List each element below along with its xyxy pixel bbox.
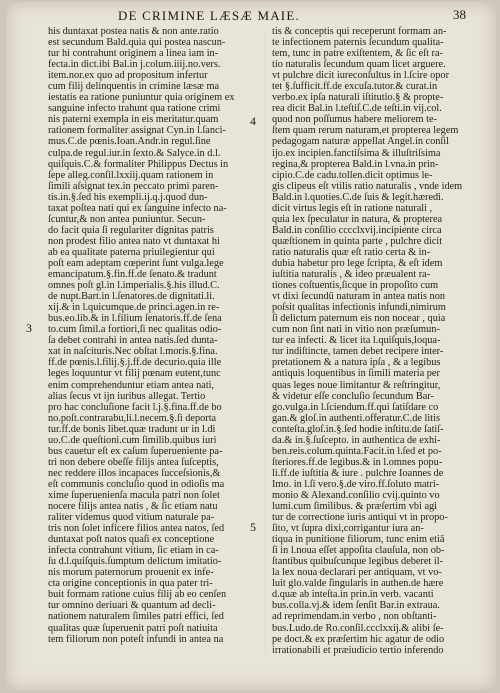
left-text-line: alias ſecus vt ijn iuribus allegat. Tertio [48, 390, 206, 402]
right-text-line: ſi in l.noua eſſet appoſita clauſula, non ob- [272, 545, 445, 557]
left-text-line: xat in naſcituris.Nec obſtat l.moris.§.fina. [48, 346, 218, 358]
left-text-line: eſt communis concluſio quod in odioſis ma [48, 478, 225, 490]
right-text-line: go.vulga.in l.ſciendum.ff.qui ſatiſdare co [272, 401, 439, 413]
margin-number-3: 3 [26, 321, 32, 335]
left-text-line: enim comprehenduntur etiam antea nati, [48, 379, 215, 391]
right-text-line: tis & conceptis qui receperunt formam an- [272, 26, 447, 37]
right-text-line: pretationem & a natura ipſa , & a legibus [272, 357, 441, 369]
right-text-line: tem, tunc in patre exiſtentem, & ſic eſt ra- [272, 48, 443, 60]
left-text-line: culpa.de regul.iur.in ſexto.& Salyce.in d.l. [48, 147, 221, 159]
left-text-line: ff.de pœnis.l.filij.§.j.ff.de decurio.quia ille [48, 357, 222, 369]
right-text-line: tur ea infecti. & licet ita l.quiſquis,loqua- [272, 335, 441, 347]
right-text-line: tur indiſtincte, tamen debet recipere inter- [272, 346, 444, 358]
left-text-line: tem filiorum non poteſt infundi in antea na [48, 633, 224, 645]
right-text-line: ſtantibus quibuſcunque legibus deberet il- [272, 556, 444, 568]
right-text-line: ſito, vt ſupra dixi,corrigantur iura an- [272, 523, 424, 535]
left-text-line: xij.& in l.quicumque.de princi.agen.in re- [48, 302, 220, 314]
left-text-line: infecta contrahunt vitium, ſic etiam in ca- [48, 545, 219, 557]
right-text-line: conteſta.gloſ.in.§.ſed hodie inſtitu.de ſatiſ- [272, 423, 444, 435]
left-text-line: bus.eo.lib.& in l.filium ſenatoris.ff.de ſena [48, 313, 222, 325]
right-text-line: dubia habetur pro lege ſcripta, & eſt idem [272, 257, 443, 269]
left-text-line: tris non ſolet inficere filios antea natos, ſed [48, 523, 225, 535]
left-text-line: bus cauetur eſt ex caſum ſuperueniente pa- [48, 445, 223, 457]
right-text-line: monio & Alexand.conſilio cvij.quinto vo [272, 489, 440, 501]
left-text-line: est secundum Bald.quia qui postea nascun- [48, 37, 226, 49]
left-text-line: ſepe alleg.conſil.lxxiij.quam rationem in [48, 169, 214, 181]
right-text-line: poſsit qualitas infectionis infundi,nimirum [272, 302, 446, 314]
left-text-line: ſa debet contrahi in antea natis.ſed dunta- [48, 335, 218, 347]
left-text-line: uo.C.de queſtioni.cum ſimilib.quibus iuri [48, 434, 217, 446]
right-text-line: cipio.C.de cadu.tollen.dicit optimus le- [272, 169, 433, 181]
left-text-line: non prodest filio antea nato vt duntaxat hi [48, 235, 220, 247]
left-text-line: tis.in.§.ſed his exempli.ij.q.j.quod dun- [48, 191, 208, 203]
right-text-line: tiqua in punitione filiorum, tunc enim etiā [272, 534, 445, 546]
left-text-line: raliter videmus quod vitium naturale pa- [48, 512, 215, 524]
left-text-line: nec reddere illos incapaces ſucceſsionis,& [48, 467, 221, 479]
right-text-line: pedagogam naturæ appellat Angel.in conſil [272, 136, 450, 148]
right-text-line: gan.& gloſ.in authenti.offeratur.C.de litis [272, 412, 440, 424]
right-text-line: tio naturalis ſecundum quam licet arguere. [272, 59, 446, 71]
right-text-line: antiquis loquentibus in ſimili materia per [272, 368, 440, 380]
right-text-line: lumi.cum ſimilibus. & præſertim vbi agi [272, 501, 438, 513]
left-text-line: his duntaxat postea natis & non ante.ratio [48, 26, 219, 37]
left-text-line: tur hi contrahunt originem a linea iam in- [48, 48, 219, 60]
right-text-column [272, 26, 490, 656]
left-text-line: tur.ff.de bonis libet.quæ tradunt ur in l.di [48, 423, 216, 435]
right-text-line: verbo.ex ipſa naturali iſtitutio.§ & propte- [272, 92, 444, 104]
right-text-line: quæſtionem in quinta parte , pulchre dicit [272, 235, 443, 247]
folio-number: 38 [453, 7, 466, 22]
left-text-line: quiſquis.C.& formaliter Philippus Dectus in [48, 158, 229, 170]
left-text-line: emancipatum.§.fin.ff.de ſenato.& tradunt [48, 269, 217, 281]
book-page [6, 2, 496, 690]
left-text-line: omnes poſt gl.in l.imperialis.§.his illud.C. [48, 280, 220, 292]
right-text-line: ratio naturalis quæ eſt ratio certa & in- [272, 246, 431, 258]
right-text-line: bus.colla.vj.& idem ſenſit Bar.in extraua. [272, 600, 440, 612]
right-text-line: ad reprimendam.in verbo , non obſtanti- [272, 611, 437, 623]
right-text-line: te infectionem paternis ſecundum qualita- [272, 37, 444, 49]
left-text-line: xime ſuperuenienſa macula patri non ſolet [48, 489, 220, 501]
left-text-line: ſcuntur,& non antea puniuntur. Secun- [48, 213, 206, 225]
page-header [6, 8, 496, 24]
right-text-line: d.quæ ab inteſta.in prin.in verb. vacanti [272, 589, 434, 601]
left-text-line: sanguine infecto trahunt qua ratione crimi [48, 103, 221, 115]
right-text-line: da.& in.§.ſuſcepto. in authentica de exhi- [272, 434, 441, 446]
right-text-line: ſteriores.ff.de legibus.& in l.omnes popu- [272, 456, 443, 468]
right-text-line: tur de correctione iuris antiqui vt in propo- [272, 512, 448, 524]
left-text-line: no.poſt.contrarabu,li.l.necem.§.ſi deporta [48, 412, 217, 424]
left-text-line: iestatis ea ratione puniuntur quia originem ex [48, 92, 235, 104]
right-text-line: rea dicit Bal.in l.teſtiſ.C.de teſti.in vij.col. [272, 103, 442, 115]
left-text-line: taxat poſtea nati qui ex ſanguine infecto na- [48, 202, 227, 214]
left-text-line: leges loquuntur vt filij pœnam eutent,tunc [48, 368, 221, 380]
right-text-line: Bald.in l.quoties.C.de ſuis & legit.hæredi. [272, 191, 444, 203]
left-text-line: tri non debere obeſſe filijs antea ſuſceptis, [48, 456, 219, 468]
right-text-line: li.ff.de iuſtitia & iure . pulchre Ioannes de [272, 467, 444, 479]
left-text-line: to.cum ſimil.a fortiori,ſi nec qualitas odio- [48, 324, 222, 336]
left-text-line: de nupt.Bart.in l.ſenatores.de dignitati.li. [48, 291, 215, 303]
margin-number-4: 4 [250, 114, 256, 128]
right-text-line: iuſtitia naturalis , & ideo præualent ra- [272, 269, 431, 281]
right-text-line: & videtur eſſe concluſio ſecundum Bar- [272, 390, 434, 402]
left-text-line: nationem naturalem ſimiles patri effici, ſed [48, 611, 224, 623]
right-text-line: cum non ſint nati in vitio non præſumun- [272, 324, 440, 336]
right-text-line: tiones coſtuentis,ſicque in propoſito cum [272, 280, 439, 292]
right-text-line: tet §.ſufficit.ff.de excuſa.tutor.& curat.in [272, 81, 438, 93]
right-text-line: regina,& propterea Bald.in l.vna.in prin- [272, 158, 439, 170]
left-text-line: poſt eam adeptam cœperint ſunt vulga.lege [48, 257, 224, 269]
right-text-line: quod non poſſumus habere meliorem te- [272, 114, 437, 126]
right-text-line: quas leges noue limitantur & reſtringitur, [272, 379, 441, 391]
left-text-line: ab ea qualitate paterna priuilegientur qui [48, 246, 215, 258]
left-text-column [48, 26, 266, 645]
right-text-line: luit glo.valde ſingularis in authen.de hære [272, 578, 444, 590]
right-text-line: ijo.ex incipien.fanctiſsima & illuſtriſsima [272, 147, 441, 159]
left-text-line: tur omnino deriuari & quantum ad decli- [48, 600, 216, 612]
left-text-line: nis paterni exempla in eis meritatur.quam [48, 114, 219, 126]
right-text-line: la lex noua declarari per antiquam, vt vo- [272, 567, 442, 579]
right-text-line: vt dixi ſecundũ naturam in antea natis non [272, 291, 446, 303]
right-text-line: Imo. in l.ſi vero.§.de viro.ff.ſoluto matri- [272, 478, 440, 490]
left-text-line: do facit quia ſi regulariter dignitas patris [48, 224, 214, 236]
right-text-line: irrationabili et præiudicio tertio inferendo [272, 644, 444, 656]
right-text-line: bus.Ludo.de Ro.conſil.ccclxxij.& alibi ſe- [272, 622, 444, 634]
left-text-line: nocere filijs antea natis , & ſic etiam natu [48, 501, 218, 513]
left-text-line: qualitas quæ ſuperuenit patri poſt natiuita [48, 622, 218, 634]
right-text-line: quia lex ſpeculatur in natura, & propterea [272, 213, 443, 225]
left-text-line: cta origine conceptionis in qua pater tri- [48, 578, 213, 590]
right-text-line: dicit virtus legis eſt in ratione naturali , [272, 202, 433, 214]
left-text-line: rationem formaliter assignat Cyn.in l.ſanci- [48, 125, 226, 137]
right-text-line: vt pulchre dicit iureconſultus in l.ſcire opor [272, 70, 450, 82]
right-text-line: pe doct.& ex præſertim hic agatur de odio [272, 633, 445, 645]
left-text-line: cum filij delinquentis in crimine læsæ ma [48, 81, 220, 93]
right-text-line: ben.reis.colum.quinta.Facit.in l.ſed et po- [272, 445, 442, 457]
right-text-line: ſtem quam rerum naturam,et propterea legem [272, 125, 459, 137]
left-text-line: ſimili aſsignat tex.in peccato primi paren- [48, 180, 219, 192]
running-title: DE CRIMINE LÆSÆ MAIE. [118, 8, 300, 23]
left-text-line: item.nor.ex quo ad propositum infertur [48, 70, 208, 82]
left-text-line: mus.C.de pœnis.Ioan.Andr.in regul.ſine [48, 136, 211, 148]
left-text-line: fecta.in dict.ibi Bal.in j.colum.iiij.no.vers. [48, 59, 221, 71]
right-text-line: ſi delictum paternum eis non nocear , quia [272, 313, 446, 325]
left-text-line: nis morum paternorum prouenit ex infe- [48, 567, 214, 579]
left-text-line: buit formam ratione cuius filij ab eo cenſen [48, 589, 227, 601]
right-text-line: Bald.in conſilio cccclxvij.incipiente circa [272, 224, 442, 236]
margin-number-5: 5 [250, 520, 256, 534]
right-text-line: gis clipeus eſt vtilis ratio naturalis , vnde idem [272, 180, 463, 192]
left-text-line: ſu d.l.quiſquis.ſumptum delictum imitatio- [48, 556, 222, 568]
left-text-line: pro hac concluſione facit l.j.§.fina.ff.de bo [48, 401, 222, 413]
left-text-line: duntaxat poſt natos quaſi ex conceptione [48, 534, 215, 546]
